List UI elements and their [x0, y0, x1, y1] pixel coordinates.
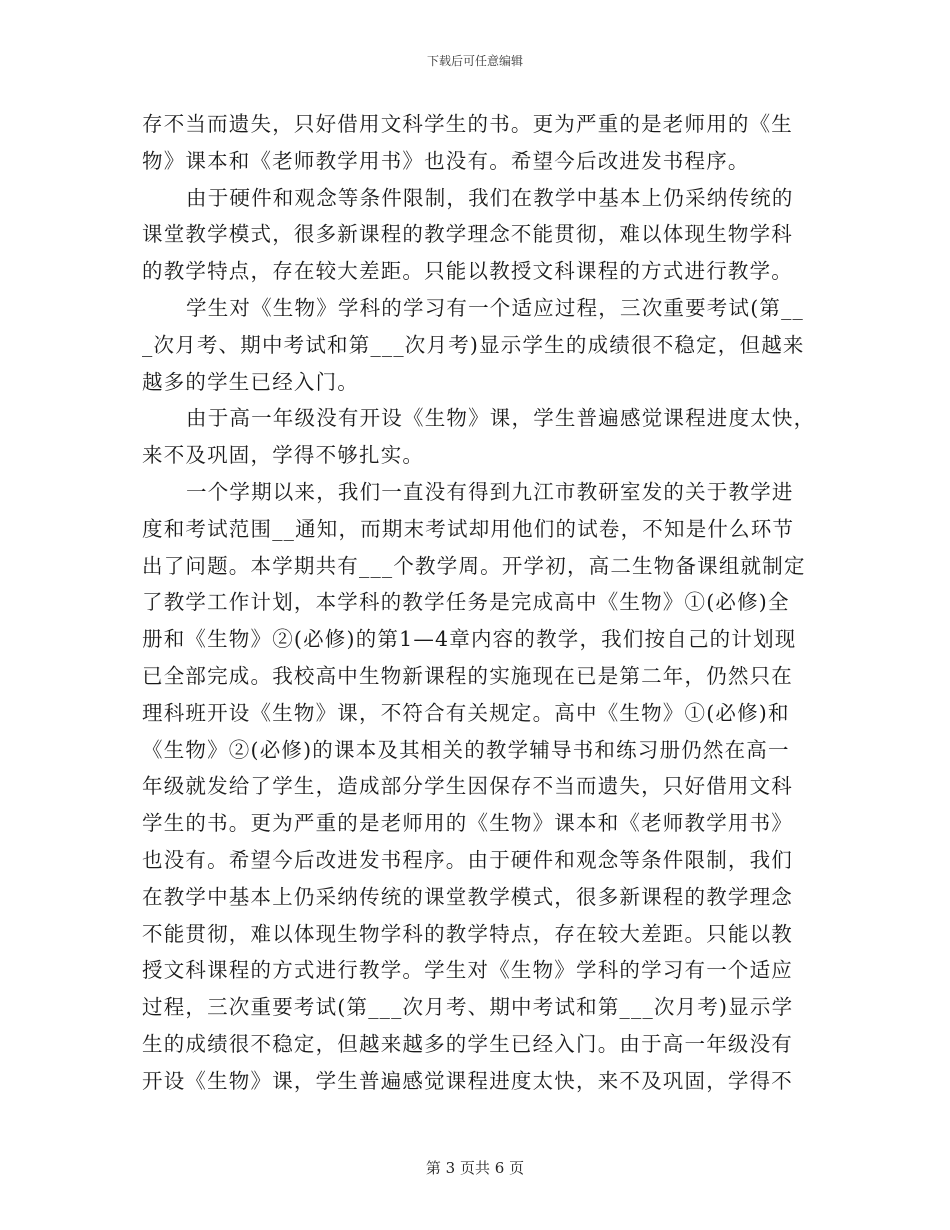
text-line: 也没有。希望今后改进发书程序。由于硬件和观念等条件限制，我们 — [142, 847, 793, 872]
page-header: 下载后可任意编辑 — [426, 54, 523, 68]
text-line: 学生的书。更为严重的是老师用的《生物》课本和《老师教学用书》 — [142, 811, 793, 836]
text-line: 过程，三次重要考试(第___次月考、期中考试和第___次月考)显示学 — [142, 995, 794, 1020]
text-line: 来不及巩固，学得不够扎实。 — [142, 443, 425, 468]
page-number-footer: 第 3 页共 6 页 — [425, 1159, 525, 1177]
text-line: 学生对《生物》学科的学习有一个适应过程，三次重要考试(第__ — [186, 295, 804, 320]
paragraph — [142, 400, 816, 474]
paragraph — [142, 290, 810, 400]
text-line: 开设《生物》课，学生普遍感觉课程进度太快，来不及巩固，学得不 — [142, 1068, 793, 1093]
text-line: 越多的学生已经入门。 — [142, 369, 359, 394]
text-line: 已全部完成。我校高中生物新课程的实施现在已是第二年，仍然只在 — [142, 663, 793, 688]
text-line: 授文科课程的方式进行教学。学生对《生物》学科的学习有一个适应 — [142, 958, 793, 983]
text-line: 了教学工作计划，本学科的教学任务是完成高中《生物》①(必修)全 — [142, 590, 790, 615]
text-line: 物》课本和《老师教学用书》也没有。希望今后改进发书程序。 — [142, 148, 750, 173]
text-line: 存不当而遗失，只好借用文科学生的书。更为严重的是老师用的《生 — [142, 112, 793, 136]
text-line: _次月考、期中考试和第___次月考)显示学生的成绩很不稳定，但越来 — [142, 332, 805, 357]
text-line: 生的成绩很不稳定，但越来越多的学生已经入门。由于高一年级没有 — [142, 1031, 793, 1056]
text-line: 册和《生物》②(必修)的第1—4章内容的教学，我们按自己的计划现 — [142, 627, 797, 652]
text-line: 由于高一年级没有开设《生物》课，学生普遍感觉课程进度太快， — [186, 406, 816, 431]
text-line: 的教学特点，存在较大差距。只能以教授文科课程的方式进行教学。 — [142, 259, 793, 284]
text-line: 由于硬件和观念等条件限制，我们在教学中基本上仍采纳传统的 — [186, 185, 794, 210]
text-line: 课堂教学模式，很多新课程的教学理念不能贯彻，难以体现生物学科 — [142, 222, 793, 247]
document-body — [142, 106, 816, 1100]
text-line: 《生物》②(必修)的课本及其相关的教学辅导书和练习册仍然在高一 — [142, 737, 790, 762]
text-line: 在教学中基本上仍采纳传统的课堂教学模式，很多新课程的教学理念 — [142, 884, 793, 909]
text-line: 出了问题。本学期共有___个教学周。开学初，高二生物备课组就制定 — [142, 553, 806, 578]
paragraph — [142, 474, 810, 1100]
text-line: 一个学期以来，我们一直没有得到九江市教研室发的关于教学进 — [186, 479, 794, 504]
text-line: 理科班开设《生物》课，不符合有关规定。高中《生物》①(必修)和 — [142, 700, 790, 725]
paragraph — [142, 106, 810, 180]
text-line: 度和考试范围__通知，而期末考试却用他们的试卷，不知是什么环节 — [142, 516, 795, 541]
text-line: 年级就发给了学生，造成部分学生因保存不当而遗失，只好借用文科 — [142, 774, 793, 799]
paragraph — [142, 180, 810, 290]
text-line: 不能贯彻，难以体现生物学科的教学特点，存在较大差距。只能以教 — [142, 921, 793, 946]
